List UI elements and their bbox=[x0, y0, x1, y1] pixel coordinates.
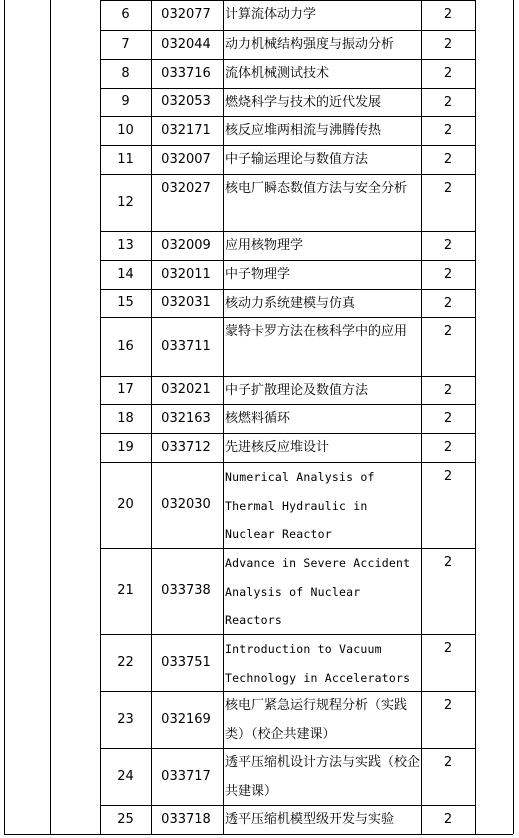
row-number: 16 bbox=[117, 339, 134, 354]
course-title: 中子扩散理论及数值方法 bbox=[225, 383, 369, 398]
course-code: 033718 bbox=[161, 812, 211, 827]
row-number: 10 bbox=[117, 123, 134, 138]
course-code: 032009 bbox=[161, 238, 211, 253]
course-title: 中子输运理论与数值方法 bbox=[225, 152, 369, 167]
course-title: 透平压缩机模型级开发与实验 bbox=[225, 812, 395, 827]
row-number: 12 bbox=[117, 195, 134, 210]
course-code: 032031 bbox=[161, 295, 211, 310]
course-title: 核动力系统建模与仿真 bbox=[225, 296, 356, 311]
course-code: 033751 bbox=[161, 655, 211, 670]
course-title: 核电厂紧急运行规程分析（实践类）（校企共建课） bbox=[225, 698, 408, 742]
course-title: 应用核物理学 bbox=[225, 238, 304, 253]
course-title: 流体机械测试技术 bbox=[225, 66, 330, 81]
course-code: 032007 bbox=[161, 152, 211, 167]
course-title: 透平压缩机设计方法与实践（校企共建课） bbox=[225, 755, 421, 799]
row-number: 11 bbox=[117, 152, 134, 167]
course-credit: 2 bbox=[443, 469, 453, 484]
course-title: Numerical Analysis of Thermal Hydraulic in Nuclear Reactor bbox=[225, 470, 375, 541]
row-number: 6 bbox=[121, 7, 130, 22]
course-title: 计算流体动力学 bbox=[225, 7, 317, 22]
row-number: 13 bbox=[117, 238, 134, 253]
row-number: 9 bbox=[121, 94, 130, 109]
row-number: 19 bbox=[117, 440, 134, 455]
course-title: Advance in Severe Accident Analysis of Nuclear Reactors bbox=[225, 556, 411, 627]
course-title: 蒙特卡罗方法在核科学中的应用 bbox=[225, 324, 408, 339]
row-number: 23 bbox=[117, 712, 134, 727]
course-credit: 2 bbox=[443, 698, 453, 713]
course-credit: 2 bbox=[443, 181, 453, 196]
course-credit: 2 bbox=[443, 267, 453, 282]
row-number: 24 bbox=[117, 769, 134, 784]
course-table bbox=[4, 0, 513, 834]
course-code: 032163 bbox=[161, 411, 211, 426]
row-number: 18 bbox=[117, 411, 134, 426]
course-credit: 2 bbox=[443, 152, 453, 167]
course-title: 先进核反应堆设计 bbox=[225, 440, 330, 455]
table-column-border bbox=[4, 0, 5, 834]
course-credit: 2 bbox=[443, 123, 453, 138]
course-code: 032011 bbox=[161, 267, 211, 282]
course-title: 核反应堆两相流与沸腾传热 bbox=[225, 123, 382, 138]
row-number: 25 bbox=[117, 812, 134, 827]
course-credit: 2 bbox=[443, 7, 453, 22]
course-code: 033738 bbox=[161, 583, 211, 598]
row-number: 21 bbox=[117, 583, 134, 598]
row-number: 20 bbox=[117, 497, 134, 512]
course-code: 032171 bbox=[161, 123, 211, 138]
course-code: 033712 bbox=[161, 440, 211, 455]
row-number: 15 bbox=[117, 295, 134, 310]
course-credit: 2 bbox=[443, 296, 453, 311]
course-code: 032021 bbox=[161, 382, 211, 397]
table-column-border bbox=[475, 0, 476, 834]
course-credit: 2 bbox=[443, 411, 453, 426]
course-credit: 2 bbox=[443, 383, 453, 398]
course-credit: 2 bbox=[443, 555, 453, 570]
table-column-border bbox=[50, 0, 51, 834]
course-code: 032077 bbox=[161, 7, 211, 22]
course-code: 033716 bbox=[161, 66, 211, 81]
course-title: 燃烧科学与技术的近代发展 bbox=[225, 95, 382, 110]
row-number: 8 bbox=[121, 66, 130, 81]
course-credit: 2 bbox=[443, 812, 453, 827]
table-column-border bbox=[513, 0, 514, 834]
row-number: 14 bbox=[117, 267, 134, 282]
course-code: 033711 bbox=[161, 339, 211, 354]
row-number: 22 bbox=[117, 655, 134, 670]
course-code: 032169 bbox=[161, 712, 211, 727]
course-code: 032027 bbox=[161, 181, 211, 196]
course-title: 中子物理学 bbox=[225, 267, 291, 282]
row-number: 17 bbox=[117, 382, 134, 397]
course-credit: 2 bbox=[443, 641, 453, 656]
row-number: 7 bbox=[121, 37, 130, 52]
course-credit: 2 bbox=[443, 324, 453, 339]
course-credit: 2 bbox=[443, 95, 453, 110]
course-credit: 2 bbox=[443, 238, 453, 253]
course-title: Introduction to Vacuum Technology in Accelerators bbox=[225, 642, 411, 685]
course-title: 核电厂瞬态数值方法与安全分析 bbox=[225, 181, 408, 196]
course-code: 033717 bbox=[161, 769, 211, 784]
course-title: 核燃料循环 bbox=[225, 411, 291, 426]
course-credit: 2 bbox=[443, 66, 453, 81]
course-credit: 2 bbox=[443, 755, 453, 770]
course-credit: 2 bbox=[443, 37, 453, 52]
course-credit: 2 bbox=[443, 440, 453, 455]
course-code: 032044 bbox=[161, 37, 211, 52]
course-title: 动力机械结构强度与振动分析 bbox=[225, 37, 395, 52]
course-code: 032053 bbox=[161, 94, 211, 109]
course-code: 032030 bbox=[161, 497, 211, 512]
